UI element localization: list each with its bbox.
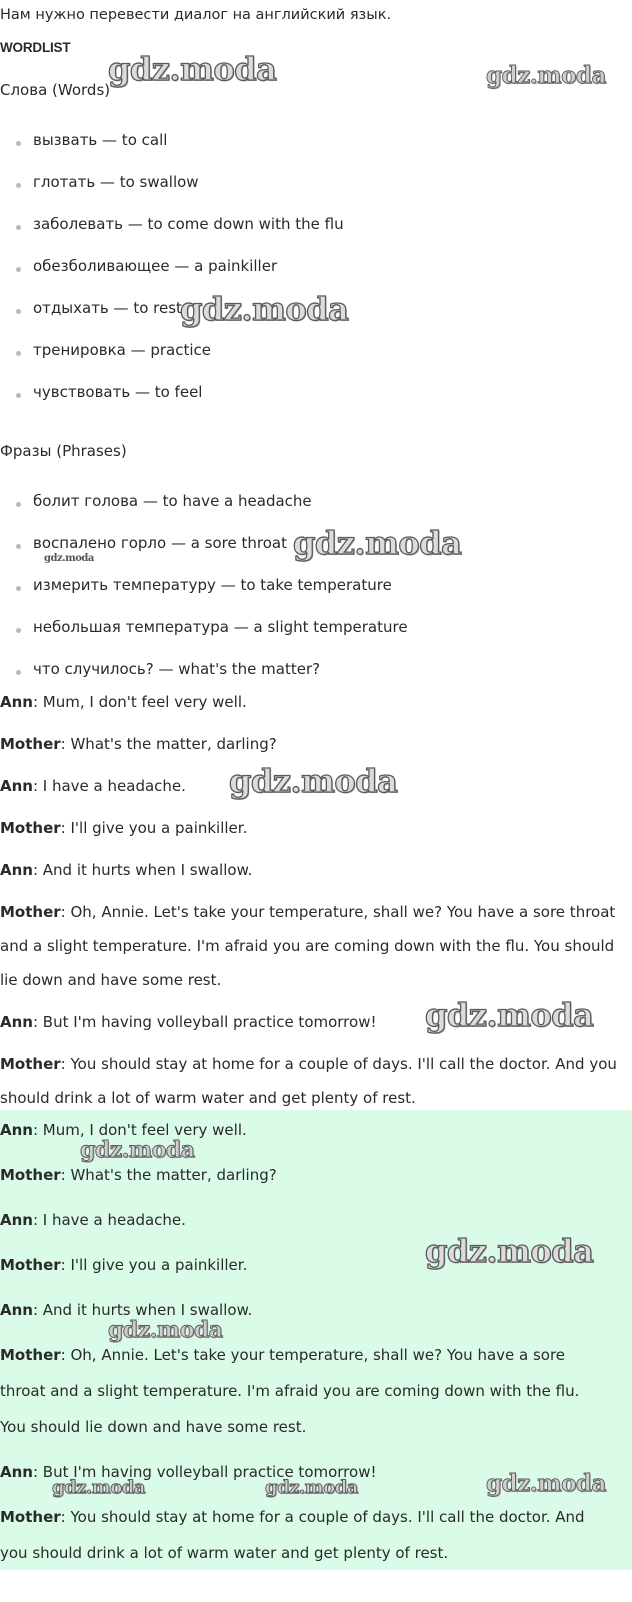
- dialog-text: : I'll give you a painkiller.: [60, 1256, 248, 1274]
- dialog-text: : And it hurts when I swallow.: [32, 861, 253, 879]
- list-item: измерить температуру — to take temperature: [33, 576, 392, 594]
- bullet-icon: [16, 393, 21, 398]
- phrases-heading: Фразы (Phrases): [0, 442, 127, 460]
- dialog-text: : Oh, Annie. Let's take your temperature, shall we? You have a sore: [60, 1346, 566, 1364]
- dialog-line: [0, 903, 615, 921]
- list-item: болит голова — to have a headache: [33, 492, 312, 510]
- list-item: небольшая температура — a slight temperature: [33, 618, 408, 636]
- list-item: обезболивающее — a painkiller: [33, 257, 278, 275]
- speaker: Mother: [0, 819, 61, 837]
- dialog-line: [0, 819, 247, 837]
- dialog-text: : You should stay at home for a couple of days. I'll call the doctor. And you: [60, 1055, 617, 1073]
- watermark: gdz.moda: [293, 524, 462, 562]
- bullet-icon: [16, 670, 21, 675]
- watermark: gdz.moda: [229, 762, 398, 800]
- speaker: Ann: [0, 1013, 33, 1031]
- speaker: Ann: [0, 777, 33, 795]
- watermark: gdz.moda: [265, 1477, 358, 1498]
- dialog-line: [0, 1211, 186, 1229]
- watermark: gdz.moda: [486, 62, 606, 89]
- dialog-line: [0, 1508, 585, 1526]
- list-item: что случилось? — what's the matter?: [33, 660, 321, 678]
- dialog-line-cont: you should drink a lot of warm water and get plenty of rest.: [0, 1544, 449, 1562]
- dialog-line: [0, 777, 186, 795]
- dialog-line: [0, 693, 247, 711]
- bullet-icon: [16, 141, 21, 146]
- dialog-line-cont: throat and a slight temperature. I'm afraid you are coming down with the flu.: [0, 1382, 580, 1400]
- list-item: чувствовать — to feel: [33, 383, 203, 401]
- list-item: воспалено горло — a sore throat: [33, 534, 287, 552]
- dialog-line-cont: and a slight temperature. I'm afraid you are coming down with the flu. You should: [0, 937, 615, 955]
- dialog-text: : Mum, I don't feel very well.: [32, 1121, 247, 1139]
- watermark: gdz.moda: [108, 1317, 223, 1343]
- watermark: gdz.moda: [52, 1477, 145, 1498]
- bullet-icon: [16, 351, 21, 356]
- speaker: Mother: [0, 1166, 61, 1184]
- bullet-icon: [16, 628, 21, 633]
- speaker: Ann: [0, 693, 33, 711]
- wordlist-heading: WORDLIST: [0, 40, 71, 55]
- list-item: тренировка — practice: [33, 341, 212, 359]
- watermark: gdz.moda: [80, 1137, 195, 1163]
- watermark: gdz.moda: [180, 290, 349, 328]
- bullet-icon: [16, 267, 21, 272]
- dialog-line: [0, 1256, 247, 1274]
- dialog-text: : What's the matter, darling?: [60, 735, 277, 753]
- dialog-line-cont: lie down and have some rest.: [0, 971, 222, 989]
- dialog-line: [0, 1346, 565, 1364]
- bullet-icon: [16, 225, 21, 230]
- bullet-icon: [16, 183, 21, 188]
- dialog-text: : I have a headache.: [32, 777, 186, 795]
- watermark: gdz.moda: [44, 553, 94, 564]
- dialog-text: : I'll give you a painkiller.: [60, 819, 248, 837]
- bullet-icon: [16, 502, 21, 507]
- dialog-line-cont: should drink a lot of warm water and get plenty of rest.: [0, 1089, 416, 1107]
- list-item: отдыхать — to rest: [33, 299, 182, 317]
- dialog-line: [0, 735, 277, 753]
- words-heading: Слова (Words): [0, 81, 111, 99]
- dialog-line: [0, 1166, 277, 1184]
- intro-text: Нам нужно перевести диалог на английский язык.: [0, 7, 392, 23]
- bullet-icon: [16, 309, 21, 314]
- dialog-line: [0, 1055, 617, 1073]
- speaker: Mother: [0, 1508, 61, 1526]
- watermark: gdz.moda: [108, 50, 277, 88]
- dialog-text: : What's the matter, darling?: [60, 1166, 277, 1184]
- speaker: Mother: [0, 1256, 61, 1274]
- dialog-text: : But I'm having volleyball practice tomorrow!: [32, 1013, 377, 1031]
- speaker: Ann: [0, 1211, 33, 1229]
- dialog-text: : Oh, Annie. Let's take your temperature, shall we? You have a sore throat: [60, 903, 616, 921]
- dialog-text: : Mum, I don't feel very well.: [32, 693, 247, 711]
- speaker: Mother: [0, 1055, 61, 1073]
- speaker: Ann: [0, 1121, 33, 1139]
- bullet-icon: [16, 586, 21, 591]
- dialog-text: : But I'm having volleyball practice tomorrow!: [32, 1463, 377, 1481]
- list-item: глотать — to swallow: [33, 173, 199, 191]
- speaker: Ann: [0, 861, 33, 879]
- dialog-text: : I have a headache.: [32, 1211, 186, 1229]
- speaker: Mother: [0, 903, 61, 921]
- dialog-text: : And it hurts when I swallow.: [32, 1301, 253, 1319]
- dialog-line: [0, 1013, 376, 1031]
- speaker: Ann: [0, 1463, 33, 1481]
- dialog-text: : You should stay at home for a couple of days. I'll call the doctor. And: [60, 1508, 585, 1526]
- speaker: Mother: [0, 1346, 61, 1364]
- speaker: Mother: [0, 735, 61, 753]
- dialog-line: [0, 861, 252, 879]
- list-item: заболевать — to come down with the flu: [33, 215, 344, 233]
- watermark: gdz.moda: [486, 1470, 606, 1497]
- list-item: вызвать — to call: [33, 131, 168, 149]
- watermark: gdz.moda: [425, 996, 594, 1034]
- bullet-icon: [16, 544, 21, 549]
- watermark: gdz.moda: [425, 1232, 594, 1270]
- speaker: Ann: [0, 1301, 33, 1319]
- dialog-line-cont: You should lie down and have some rest.: [0, 1418, 307, 1436]
